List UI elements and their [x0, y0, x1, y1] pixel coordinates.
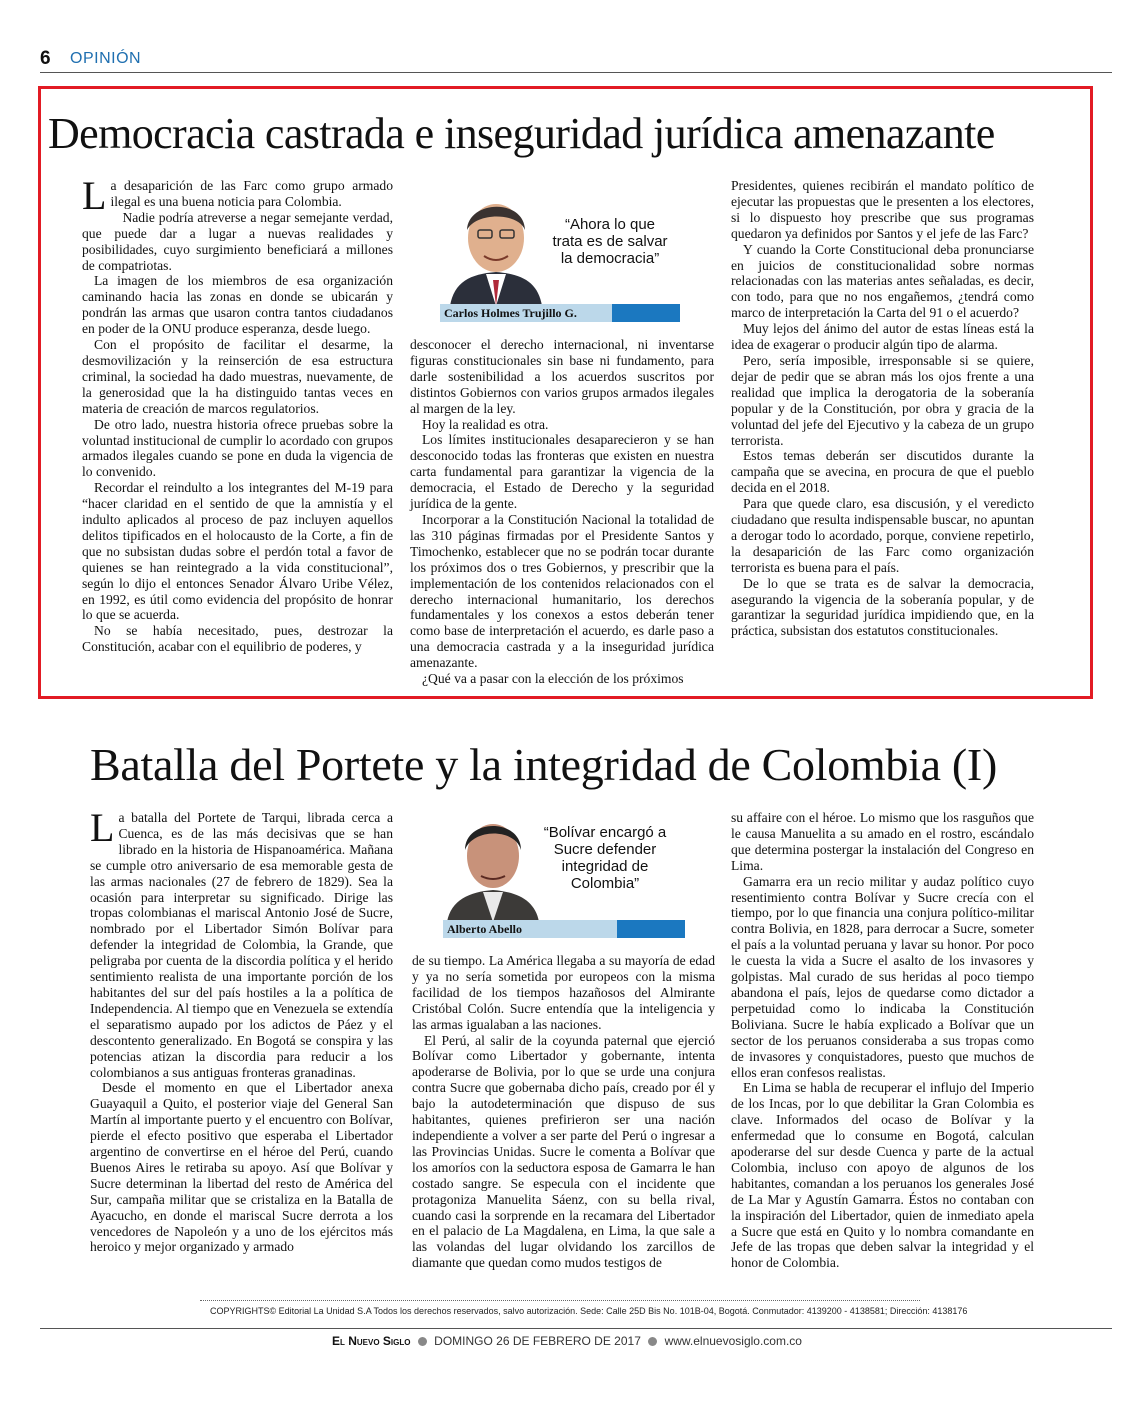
website-url: www.elnuevosiglo.com.co [664, 1334, 802, 1348]
footer-rule [40, 1328, 1112, 1329]
name-bar-accent [617, 920, 685, 938]
paragraph: Nadie podría atreverse a negar semejante verdad, que puede dar a lugar a nuevas realidades y posibilidades, cuyo surgimiento beneficiará a millones de compatriotas. [82, 209, 393, 273]
paragraph: Muy lejos del ánimo del autor de estas líneas está la idea de exagerar o producir algún tipo de alarma. [731, 321, 1034, 353]
paragraph: Para que quede claro, esa discusión, y el veredicto ciudadano que resulta indispensable buscar, no apuntan a derogar todo lo acordado, porque, conviene repetirlo, la desaparición de las Farc como organización terrorista es buena para el país. [731, 496, 1034, 575]
bullet-icon [648, 1337, 657, 1346]
article-1-author-box [440, 184, 680, 324]
paragraph: La imagen de los miembros de esa organización caminando hacia las zonas en donde se ubicarán y pondrán las armas que usaron contra tantos ciudadanos en poder de la ONU produce esperanza, desde luego. [82, 273, 393, 337]
author-name: Alberto Abello [447, 922, 522, 936]
article-1-column-3 [731, 178, 1034, 639]
paragraph: de su tiempo. La América llegaba a su mayoría de edad y ya no sería sometida por europeos con la misma facilidad de los tiempos hazañosos del Almirante Cristóbal Colón. Sucre entendía que la inteligencia y las armas igualaban a las naciones. [412, 953, 715, 1032]
drop-cap: L [82, 173, 107, 218]
page-number: 6 [40, 48, 51, 69]
name-bar-accent [612, 304, 680, 322]
article-1-title: Democracia castrada e inseguridad jurídica amenazante [48, 109, 995, 158]
paragraph: Gamarra era un recio militar y audaz político cuyo resentimiento contra Bolívar y Sucre crecía con el tiempo, por lo que financia una conjura político-militar contra Bolivia, en 1828, para derrocar a Sucre, someter el país a la voluntad peruana y lavar su honor. Por poco le cuesta la vida a Sucre el asalto de los invasores y golpistas. Mal curado de sus heridas al poco tiempo abandona el país, lejos de quedarse como dictador a perpetuidad como lo indicaba la Constitución Boliviana. Sucre le había explicado a Bolívar que un sector de los peruanos consideraba a sus tropas como de invasores y conquistadores, puesto que muchos de ellos eran confesos realistas. [731, 873, 1034, 1080]
article-2-column-3 [731, 810, 1034, 1271]
paragraph: su affaire con el héroe. Lo mismo que los rasguños que le causa Manuelita a su amado en el rostro, escándalo que determina postergar la instalación del Congreso en Lima. [731, 810, 1034, 873]
article-2-title: Batalla del Portete y la integridad de Colombia (I) [90, 739, 997, 790]
bullet-icon [418, 1337, 427, 1346]
copyright-notice: COPYRIGHTS© Editorial La Unidad S.A Todos los derechos reservados, salvo autorización. Sede: Calle 25D Bis No. 101B-04, Bogotá. Conmutador: 4139200 - 4138581; Dirección: 4138176 [210, 1306, 968, 1316]
paragraph: desconocer el derecho internacional, ni inventarse figuras constitucionales sin base ni fundamento, para darle sostenibilidad a los acuerdos suscritos por distintos Gobiernos con varios grupos armados ilegales al margen de la ley. [410, 337, 714, 416]
header-rule [40, 72, 1112, 73]
author-name-bar [443, 920, 685, 938]
footer-dotted-rule [200, 1300, 920, 1301]
paragraph: ¿Qué va a pasar con la elección de los próximos [422, 671, 684, 687]
paragraph: Pero, sería imposible, irresponsable si se quiere, dejar de pedir que se abran más los ojos frente a una realidad que implica la derogatoria de la soberanía popular y de la Constitución, por obra y gracia de la voluntad del jefe del Ejecutivo y la cabeza de un grupo terrorista. [731, 352, 1034, 448]
footer-line [332, 1334, 802, 1348]
paragraph: En Lima se habla de recuperar el influjo del Imperio de los Incas, por lo que debilitar la Gran Colombia es clave. Informados del ocaso de Bolívar y la enfermedad que lo consume en Bogotá, calculan apoderarse del sur desde Cuenca y parte de la actual Colombia, incluso con apoyo de algunos de los habitantes, comandan a los peruanos los generales José de La Mar y Agustín Gamarra. Éstos no contaban con la inspiración del Libertador, quien de inmediato apela a Sucre que está en Quito y lo nombra comandante en Jefe de las tropas que deben salvar la integridad y el honor de Colombia. [731, 1080, 1034, 1271]
paragraph: Hoy la realidad es otra. [422, 416, 549, 432]
drop-cap: L [90, 805, 115, 850]
author-name: Carlos Holmes Trujillo G. [444, 306, 577, 320]
newspaper-brand: El Nuevo Siglo [332, 1334, 411, 1348]
paragraph: Los límites institucionales desaparecieron y se han desconocido todas las fronteras que existen en nuestra carta fundamental para garantizar la vigencia de la democracia, el Estado de Derecho y la seguridad jurídica de la gente. [410, 432, 714, 512]
article-2-author-box [443, 810, 685, 940]
paragraph: Presidentes, quienes recibirán el mandato político de ejecutar las propuestas que le presenten a los electores, si lo dispuesto hoy prescribe que sus programas quedaron ya definidos por Santos y el jefe de las Farc? [731, 178, 1034, 241]
paragraph: No se había necesitado, pues, destrozar la Constitución, acabar con el equilibrio de poderes, y [82, 623, 393, 655]
section-label: OPINIÓN [70, 50, 142, 67]
article-2-column-2 [412, 953, 715, 1271]
paragraph: La batalla del Portete de Tarqui, librada cerca a Cuenca, es de las más decisivas que se han librado en la historia de Hispanoamérica. Mañana se cumple otro aniversario de esa memorable gesta de las armas nacionales (27 de febrero de 1829). Sea la ocasión para interpretar su significado. Dirige las tropas colombianas el mariscal Antonio José de Sucre, nombrado por el Libertador Simón Bolívar para defender la integridad de Colombia, la Grande, que peligraba por cuenta de la discordia política y el herido sentimiento realista de una importante porción de los habitantes del sur del país hostiles a la a política de Independencia. Al tiempo que en Venezuela se extendía el separatismo aupado por los adictos de Páez y el descontento generalizado. En Bogotá se conspira y las potencias atizan la discordia para reducir a los colombianos a sus antiguas fronteras granadinas. [90, 805, 393, 1080]
paragraph: Recordar el reindulto a los integrantes del M-19 para “hacer claridad en el sentido de que la amnistía y el indulto aplicados al proceso de paz incluyen aquellos delitos tipificados en el holocausto de la Corte, a fin de que no subsistan dudas sobre el perdón total a favor de quienes se han reintegrado a la vida constitucional”, según lo dijo el entonces Senador Álvaro Uribe Vélez, en 1992, es útil como evidencia del propósito de honrar lo que se acuerda. [82, 480, 393, 623]
article-1-column-1 [82, 173, 393, 655]
paragraph: La desaparición de las Farc como grupo armado ilegal es una buena noticia para Colombia. [82, 173, 393, 218]
paragraph: De otro lado, nuestra historia ofrece pruebas sobre la voluntad institucional de cumplir lo acordado con grupos armados ilegales cuando se pone en duda la vigencia de lo convenido. [82, 416, 393, 480]
paragraph: El Perú, al salir de la coyunda paternal que ejerció Bolívar como Libertador y gobernante, intenta apoderarse de Bolivia, por lo que se urde una conjura contra Sucre que gobernaba dicho país, creado por él y bajo la autodeterminación que dispuso de sus habitantes, quienes prefirieron ser una nación independiente a volver a ser parte del Perú o ingresar a las Provincias Unidas. Sucre le comenta a Bolívar que los amoríos con la seductora esposa de Gamarra le han costado sangre. Se especula con el incidente que protagoniza Manuelita Sáenz, con su bella rival, cuando casi la sorprende en la recamara del Libertador en el palacio de La Magdalena, en Lima, la que sale a las volandas del lugar olvidando los zarcillos de diamante que quedan como mudos testigos de [412, 1032, 715, 1271]
issue-date: DOMINGO 26 DE FEBRERO DE 2017 [434, 1334, 641, 1348]
author-name-bar [440, 304, 680, 322]
pull-quote: “Bolívar encargó a Sucre defender integridad de Colombia” [543, 824, 667, 892]
paragraph: De lo que se trata es de salvar la democracia, asegurando la vigencia de la soberanía popular, y de garantizar la seguridad jurídica impidiendo que, en la práctica, subsistan dos estatutos constitucionales. [731, 575, 1034, 639]
article-2-column-1 [90, 805, 393, 1255]
author-photo [440, 184, 552, 306]
paragraph: Con el propósito de facilitar el desarme, la desmovilización y la reinserción de esa estructura criminal, la sociedad ha dado muestras, nuevamente, de la generosidad que la ha distinguido tantas veces en materia de creación de marcos regulatorios. [82, 337, 393, 416]
paragraph: Desde el momento en que el Libertador anexa Guayaquil a Quito, el posterior viaje del General San Martín al importante puerto y el encuentro con Bolívar, pierde el efecto positivo que esperaba el Libertador argentino de convertirse en el héroe del Perú, cuando Buenos Aires le retiraba su apoyo. Así que Bolívar y Sucre determinan la libertad del resto de América del Sur, campaña militar que se cristaliza en la Batalla de Ayacucho, en donde el mariscal Sucre derrota a los vencedores de Napoleón y a uno de los ejércitos más heroico y mejor organizado y armado [90, 1080, 393, 1255]
paragraph: Estos temas deberán ser discutidos durante la campaña que se avecina, en procura de que el pueblo decida en el 2018. [731, 448, 1034, 496]
pull-quote: “Ahora lo que trata es de salvar la democracia” [552, 216, 668, 267]
author-photo [443, 810, 543, 922]
paragraph: Incorporar a la Constitución Nacional la totalidad de las 310 páginas firmadas por el Presidente Santos y Timochenko, establecer que no se podrán tocar durante los próximos dos o tres Gobiernos, y prescribir que la implementación de los contenidos relacionados con el derecho internacional humanitario, los derechos fundamentales y los conexos a estos deberán tener como base de interpretación el acuerdo, es darle paso a una democracia castrada y a la inseguridad jurídica amenazante. [410, 511, 714, 671]
article-1-column-2 [410, 337, 714, 687]
paragraph: Y cuando la Corte Constitucional deba pronunciarse en juicios de constitucionalidad sobre normas relacionadas con las materias antes señaladas, es decir, con todo, para que no nos engañemos, ¿tendrá como marco de interpretación la Carta del 91 o el acuerdo? [731, 241, 1034, 321]
